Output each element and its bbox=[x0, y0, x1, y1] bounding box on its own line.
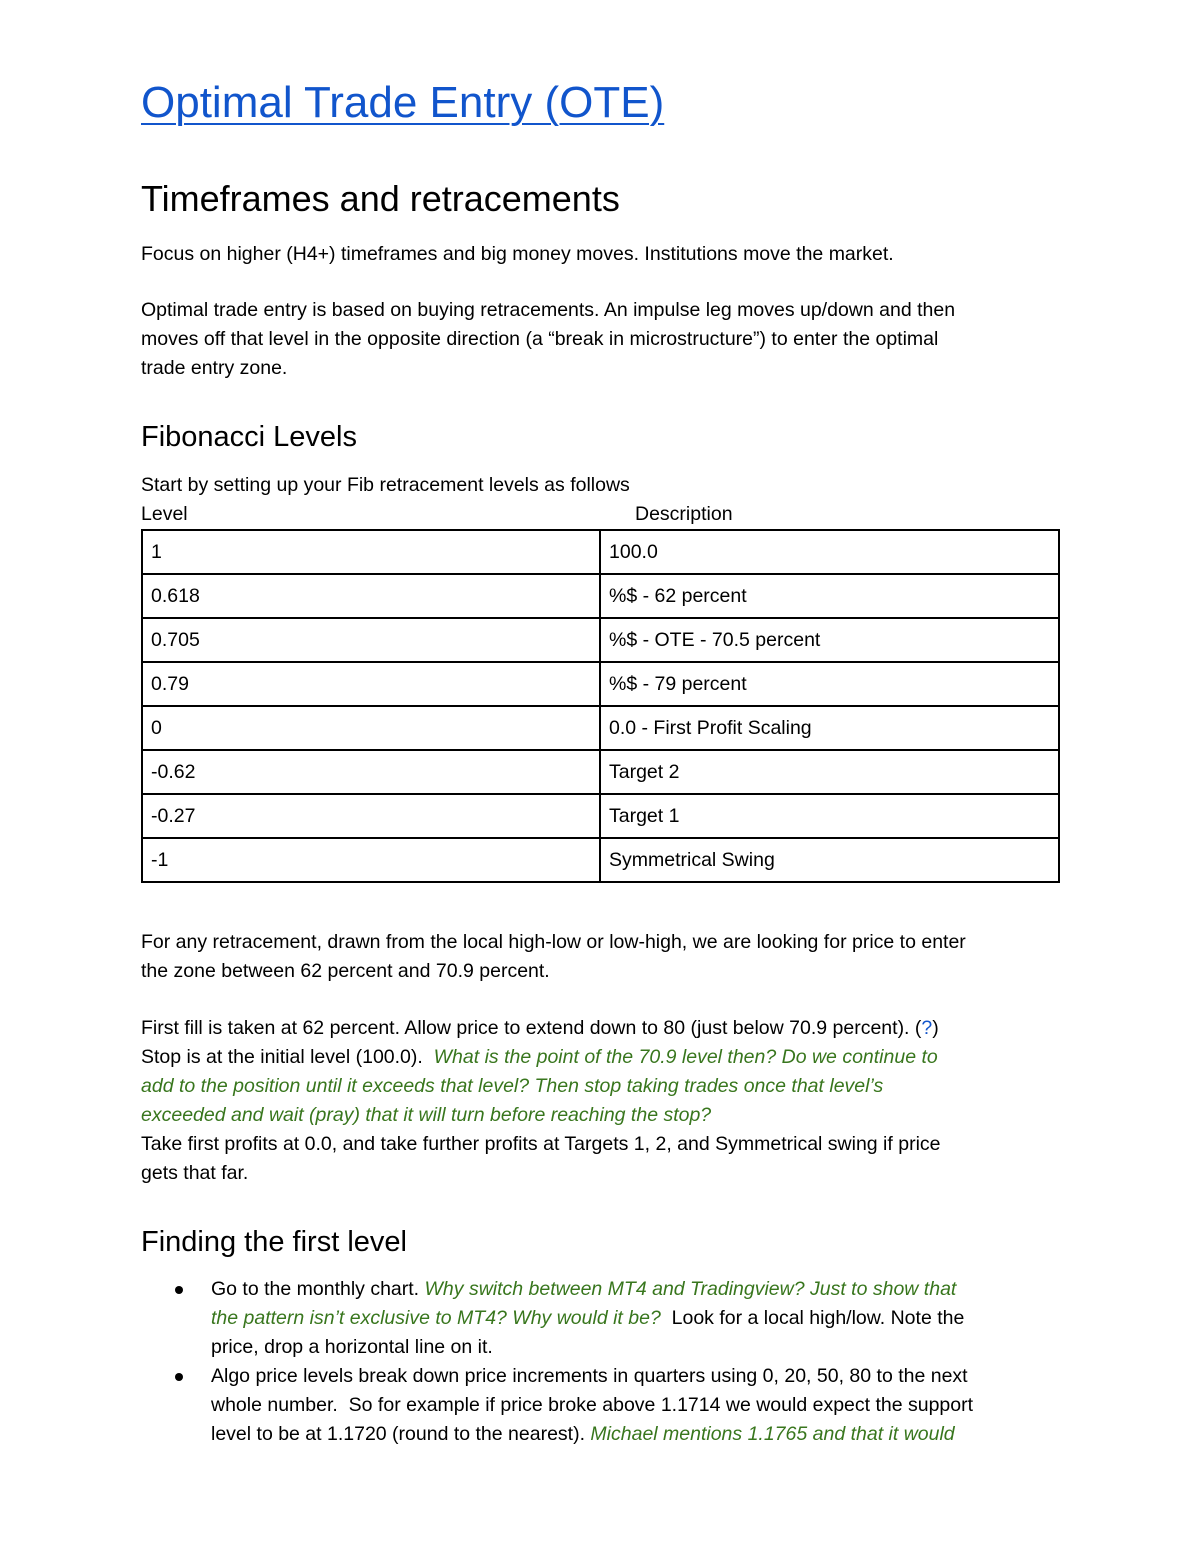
description-cell: %$ - 79 percent bbox=[600, 662, 1059, 706]
column-label-level: Level bbox=[141, 503, 188, 525]
text-run: ) bbox=[932, 1017, 939, 1039]
text-line bbox=[211, 1304, 1061, 1333]
comment-note: Michael mentions 1.1765 and that it would bbox=[590, 1423, 955, 1445]
table-row bbox=[142, 706, 1059, 750]
level-cell: 0.618 bbox=[142, 574, 600, 618]
bullet-icon bbox=[175, 1286, 183, 1294]
level-cell: -0.62 bbox=[142, 750, 600, 794]
table-row bbox=[142, 750, 1059, 794]
table-row bbox=[142, 794, 1059, 838]
bullet-icon bbox=[175, 1373, 183, 1381]
text-line: whole number. So for example if price broke above 1.1714 we would expect the support bbox=[211, 1394, 974, 1416]
description-cell: 100.0 bbox=[600, 530, 1059, 574]
comment-note: exceeded and wait (pray) that it will turn before reaching the stop? bbox=[141, 1104, 712, 1126]
paragraph-focus bbox=[141, 240, 1061, 269]
level-cell: 0.705 bbox=[142, 618, 600, 662]
level-cell: 1 bbox=[142, 530, 600, 574]
comment-note: add to the position until it exceeds that level? Then stop taking trades once that level’s bbox=[141, 1075, 884, 1097]
description-cell: Symmetrical Swing bbox=[600, 838, 1059, 882]
comment-note: What is the point of the 70.9 level then? Do we continue to bbox=[433, 1046, 938, 1068]
level-cell: -0.27 bbox=[142, 794, 600, 838]
table-row bbox=[142, 530, 1059, 574]
text-line: Take first profits at 0.0, and take further profits at Targets 1, 2, and Symmetrical swing if price bbox=[141, 1133, 941, 1155]
text-line: Algo price levels break down price increments in quarters using 0, 20, 50, 80 to the next bbox=[211, 1365, 968, 1387]
text-run: Look for a local high/low. Note the bbox=[660, 1307, 965, 1329]
paragraph-retracement-zone bbox=[141, 928, 1061, 986]
table-row bbox=[142, 662, 1059, 706]
paragraph-fib-intro bbox=[141, 471, 1061, 500]
description-cell: 0.0 - First Profit Scaling bbox=[600, 706, 1059, 750]
description-cell: Target 2 bbox=[600, 750, 1059, 794]
description-cell: Target 1 bbox=[600, 794, 1059, 838]
table-row bbox=[142, 838, 1059, 882]
text-line: the zone between 62 percent and 70.9 percent. bbox=[141, 960, 550, 982]
question-link[interactable]: ? bbox=[921, 1017, 933, 1039]
text-run: Stop is at the initial level (100.0). bbox=[141, 1046, 434, 1068]
text-line: Optimal trade entry is based on buying retracements. An impulse leg moves up/down and then bbox=[141, 299, 956, 321]
paragraph-optimal-entry bbox=[141, 296, 1061, 383]
list-item bbox=[141, 1275, 1061, 1362]
comment-note: the pattern isn’t exclusive to MT4? Why would it be? bbox=[211, 1307, 661, 1329]
document-title[interactable]: Optimal Trade Entry (OTE) bbox=[141, 78, 665, 127]
text-line: gets that far. bbox=[141, 1162, 249, 1184]
description-cell: %$ - OTE - 70.5 percent bbox=[600, 618, 1059, 662]
column-label-description: Description bbox=[635, 503, 733, 525]
text-run: level to be at 1.1720 (round to the nearest). bbox=[211, 1423, 591, 1445]
text-line: Start by setting up your Fib retracement levels as follows bbox=[141, 474, 630, 496]
table-row bbox=[142, 618, 1059, 662]
text-line: For any retracement, drawn from the local high-low or low-high, we are looking for price to enter bbox=[141, 931, 966, 953]
text-line: moves off that level in the opposite direction (a “break in microstructure”) to enter the optimal bbox=[141, 328, 939, 350]
text-run: Go to the monthly chart. bbox=[211, 1278, 425, 1300]
text-run: First fill is taken at 62 percent. Allow price to extend down to 80 (just below 70.9 percent). ( bbox=[141, 1017, 922, 1039]
comment-note: Why switch between MT4 and Tradingview? Just to show that bbox=[424, 1278, 957, 1300]
heading-finding-first-level: Finding the first level bbox=[141, 1226, 407, 1258]
table-header-labels bbox=[141, 500, 1061, 528]
fib-levels-table bbox=[141, 529, 1060, 883]
description-cell: %$ - 62 percent bbox=[600, 574, 1059, 618]
text-line bbox=[141, 1043, 1061, 1072]
text-line bbox=[141, 1014, 1061, 1043]
paragraph-first-fill bbox=[141, 1014, 1061, 1188]
text-line: trade entry zone. bbox=[141, 357, 288, 379]
level-cell: -1 bbox=[142, 838, 600, 882]
text-line: price, drop a horizontal line on it. bbox=[211, 1336, 493, 1358]
finding-bullet-list bbox=[141, 1275, 1061, 1449]
heading-fibonacci: Fibonacci Levels bbox=[141, 421, 357, 453]
level-cell: 0.79 bbox=[142, 662, 600, 706]
text-line bbox=[211, 1275, 1061, 1304]
text-line: Focus on higher (H4+) timeframes and big money moves. Institutions move the market. bbox=[141, 243, 894, 265]
list-item bbox=[141, 1362, 1061, 1449]
level-cell: 0 bbox=[142, 706, 600, 750]
table-row bbox=[142, 574, 1059, 618]
text-line bbox=[211, 1420, 1061, 1449]
heading-timeframes: Timeframes and retracements bbox=[141, 178, 620, 219]
